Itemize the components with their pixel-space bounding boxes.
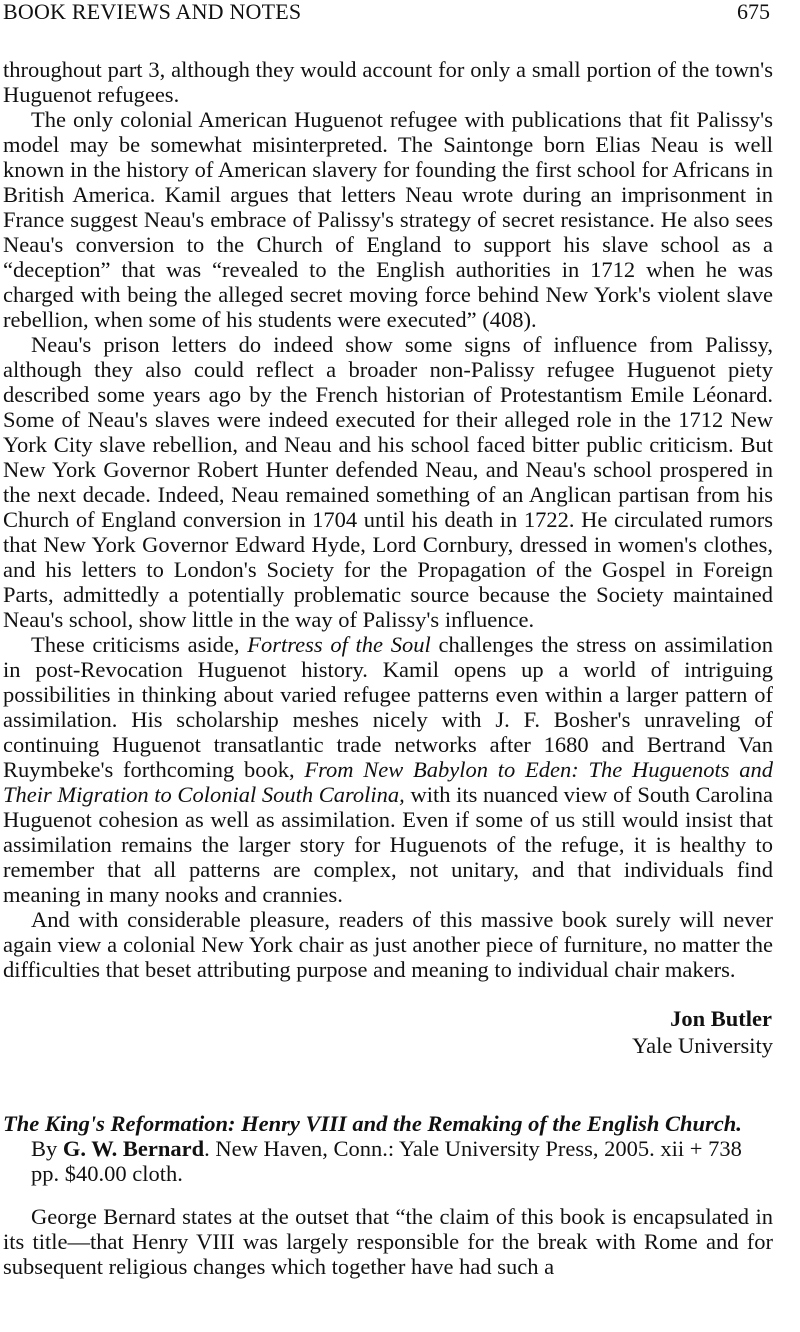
running-head [0,0,800,27]
reviewer-name: Jon Butler [670,1006,772,1031]
paragraph-4-text-b: challenges the stress on assimilation in post-Revocation Huguenot history. Kamil opens up a world of intriguing possibilities in thinking about varied refugee patterns even within a larger pattern of assimilation. His scholarship meshes nicely with J. F. Bosher's unraveling of continuing Huguenot transatlantic trade networks after 1680 and Bertrand Van Ruymbeke's forthcoming book, [3,632,773,782]
review-paragraph-2: The only colonial American Huguenot refugee with publications that fit Palissy's model may be somewhat misinterpreted. The Saintonge born Elias Neau is well known in the history of American slavery for founding the first school for Africans in British America. Kamil argues that letters Neau wrote during an imprisonment in France suggest Neau's embrace of Palissy's strategy of secret resistance. He also sees Neau's conversion to the Church of England to support his slave school as a “deception” that was “revealed to the English authorities in 1712 when he was charged with being the alleged secret moving force behind New York's violent slave rebellion, when some of his students were executed” (408). [3,107,773,332]
forthcoming-book-title: From New Babylon to Eden: The Huguenots and Their Migration to Colonial South Carolina, [3,757,773,807]
review-paragraph-1: throughout part 3, although they would account for only a small portion of the town's Huguenot refugees. [3,57,773,107]
reviewer-affiliation: Yale University [632,1033,773,1058]
reviewer-signature [3,1005,773,1059]
next-review-book-title: The King's Reformation: Henry VIII and the Remaking of the English Church. [3,1111,742,1136]
next-review-publication: . New Haven, Conn.: Yale University Press, 2005. xii + 738 pp. $40.00 cloth. [31,1136,742,1186]
next-review-heading [3,1111,773,1186]
page-body [3,57,773,1279]
reviewed-book-title: Fortress of the Soul [247,632,431,657]
next-review-paragraph-1: George Bernard states at the outset that “the claim of this book is encapsulated in its title—that Henry VIII was largely responsible for the break with Rome and for subsequent religious changes which together have had such a [3,1204,773,1279]
paragraph-4-text-a: These criticisms aside, [31,632,248,657]
running-head-title: BOOK REVIEWS AND NOTES [3,0,302,24]
review-paragraph-5: And with considerable pleasure, readers of this massive book surely will never again view a colonial New York chair as just another piece of furniture, no matter the difficulties that beset attributing purpose and meaning to individual chair makers. [3,907,773,982]
review-paragraph-4 [3,632,773,907]
paragraph-4-text-c: with its nuanced view of South Carolina Huguenot cohesion as well as assimilation. Even if some of us still would insist that assimilation remains the larger story for Huguenots of the refuge, it is healthy to remember that all patterns are complex, not unitary, and that individuals find meaning in many nooks and crannies. [3,782,773,907]
page-number: 675 [737,0,770,24]
review-paragraph-3: Neau's prison letters do indeed show some signs of influence from Palissy, although they also could reflect a broader non-Palissy refugee Huguenot piety described some years ago by the French historian of Protestantism Emile Léonard. Some of Neau's slaves were indeed executed for their alleged role in the 1712 New York City slave rebellion, and Neau and his school faced bitter public criticism. But New York Governor Robert Hunter defended Neau, and Neau's school prospered in the next decade. Indeed, Neau remained something of an Anglican partisan from his Church of England conversion in 1704 until his death in 1722. He circulated rumors that New York Governor Edward Hyde, Lord Cornbury, dressed in women's clothes, and his letters to London's Society for the Propagation of the Gospel in Foreign Parts, admittedly a potentially problematic source because the Society maintained Neau's school, show little in the way of Palissy's influence. [3,332,773,632]
next-review-author: G. W. Bernard [62,1136,205,1161]
next-review-by: By [31,1136,63,1161]
